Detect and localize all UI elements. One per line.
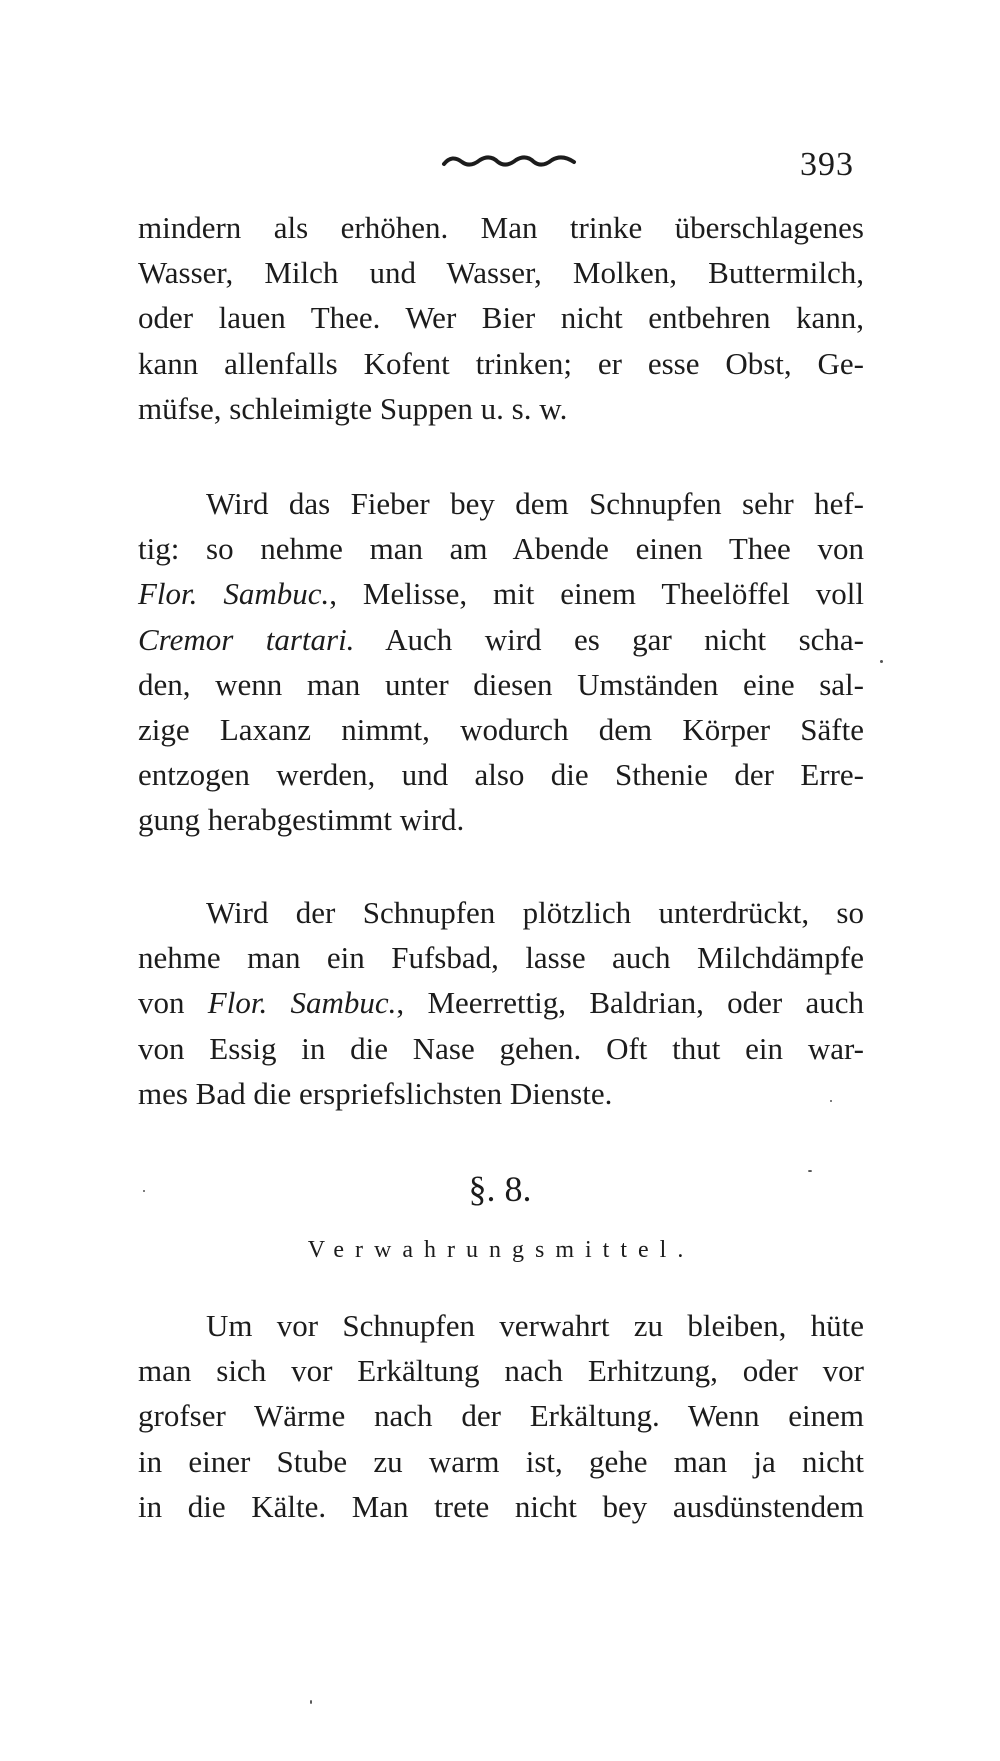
latin-term: Cremor tartari. (138, 621, 355, 657)
line-rest: , Meerrettig, Baldrian, oder auch (396, 985, 865, 1021)
scan-speck (808, 1170, 812, 1172)
paragraph-4 (138, 1303, 864, 1529)
scan-speck (143, 1190, 145, 1192)
text-line: oder lauen Thee. Wer Bier nicht entbehren kann, (138, 300, 864, 336)
line-start: von (138, 985, 208, 1021)
text-line: kann allenfalls Kofent trinken; er esse Obst, Ge- (138, 345, 864, 381)
paragraph-1 (138, 205, 864, 431)
text-line: mes Bad die erspriefslichsten Dienste. (138, 1075, 613, 1111)
text-line: entzogen werden, und also die Sthenie der Erre- (138, 757, 864, 793)
text-line: müfse, schleimigte Suppen u. s. w. (138, 390, 568, 426)
text-line: mindern als erhöhen. Man trinke überschlagenes (138, 210, 864, 245)
scan-speck (880, 660, 883, 663)
text-line: von Essig in die Nase gehen. Oft thut ein war- (138, 1030, 864, 1066)
text-line (138, 980, 864, 1025)
paragraph-3 (138, 890, 864, 1116)
text-line: Wird das Fieber bey dem Schnupfen sehr hef- (206, 486, 864, 521)
latin-term: Flor. Sambuc. (138, 576, 330, 612)
text-line: gung herabgestimmt wird. (138, 802, 465, 838)
text-line (138, 571, 864, 616)
page-number: 393 (800, 146, 854, 183)
section-number: §. 8. (468, 1169, 532, 1209)
line-rest: , Melisse, mit einem Theelöffel voll (329, 576, 864, 612)
text-line (138, 617, 864, 662)
header-ornament-rule (440, 150, 580, 172)
text-line: in die Kälte. Man trete nicht bey ausdünstendem (138, 1488, 864, 1524)
section-title: Verwahrungsmittel. (307, 1237, 695, 1263)
text-line: Wasser, Milch und Wasser, Molken, Buttermilch, (138, 255, 864, 291)
text-line: man sich vor Erkältung nach Erhitzung, oder vor (138, 1353, 864, 1389)
text-line: in einer Stube zu warm ist, gehe man ja nicht (138, 1443, 864, 1479)
text-line: Um vor Schnupfen verwahrt zu bleiben, hüte (206, 1308, 864, 1343)
paragraph-2 (138, 481, 864, 843)
scan-speck (830, 1100, 832, 1102)
text-line: Wird der Schnupfen plötzlich unterdrückt, so (206, 895, 864, 930)
text-line: zige Laxanz nimmt, wodurch dem Körper Säfte (138, 711, 864, 747)
text-line: nehme man ein Fufsbad, lasse auch Milchdämpfe (138, 940, 864, 976)
text-line: tig: so nehme man am Abende einen Thee von (138, 531, 864, 567)
scan-speck (310, 1700, 312, 1704)
line-rest: Auch wird es gar nicht scha- (354, 621, 864, 657)
text-line: grofser Wärme nach der Erkältung. Wenn einem (138, 1398, 864, 1434)
latin-term: Flor. Sambuc. (207, 985, 397, 1021)
text-line: den, wenn man unter diesen Umständen eine sal- (138, 666, 864, 702)
